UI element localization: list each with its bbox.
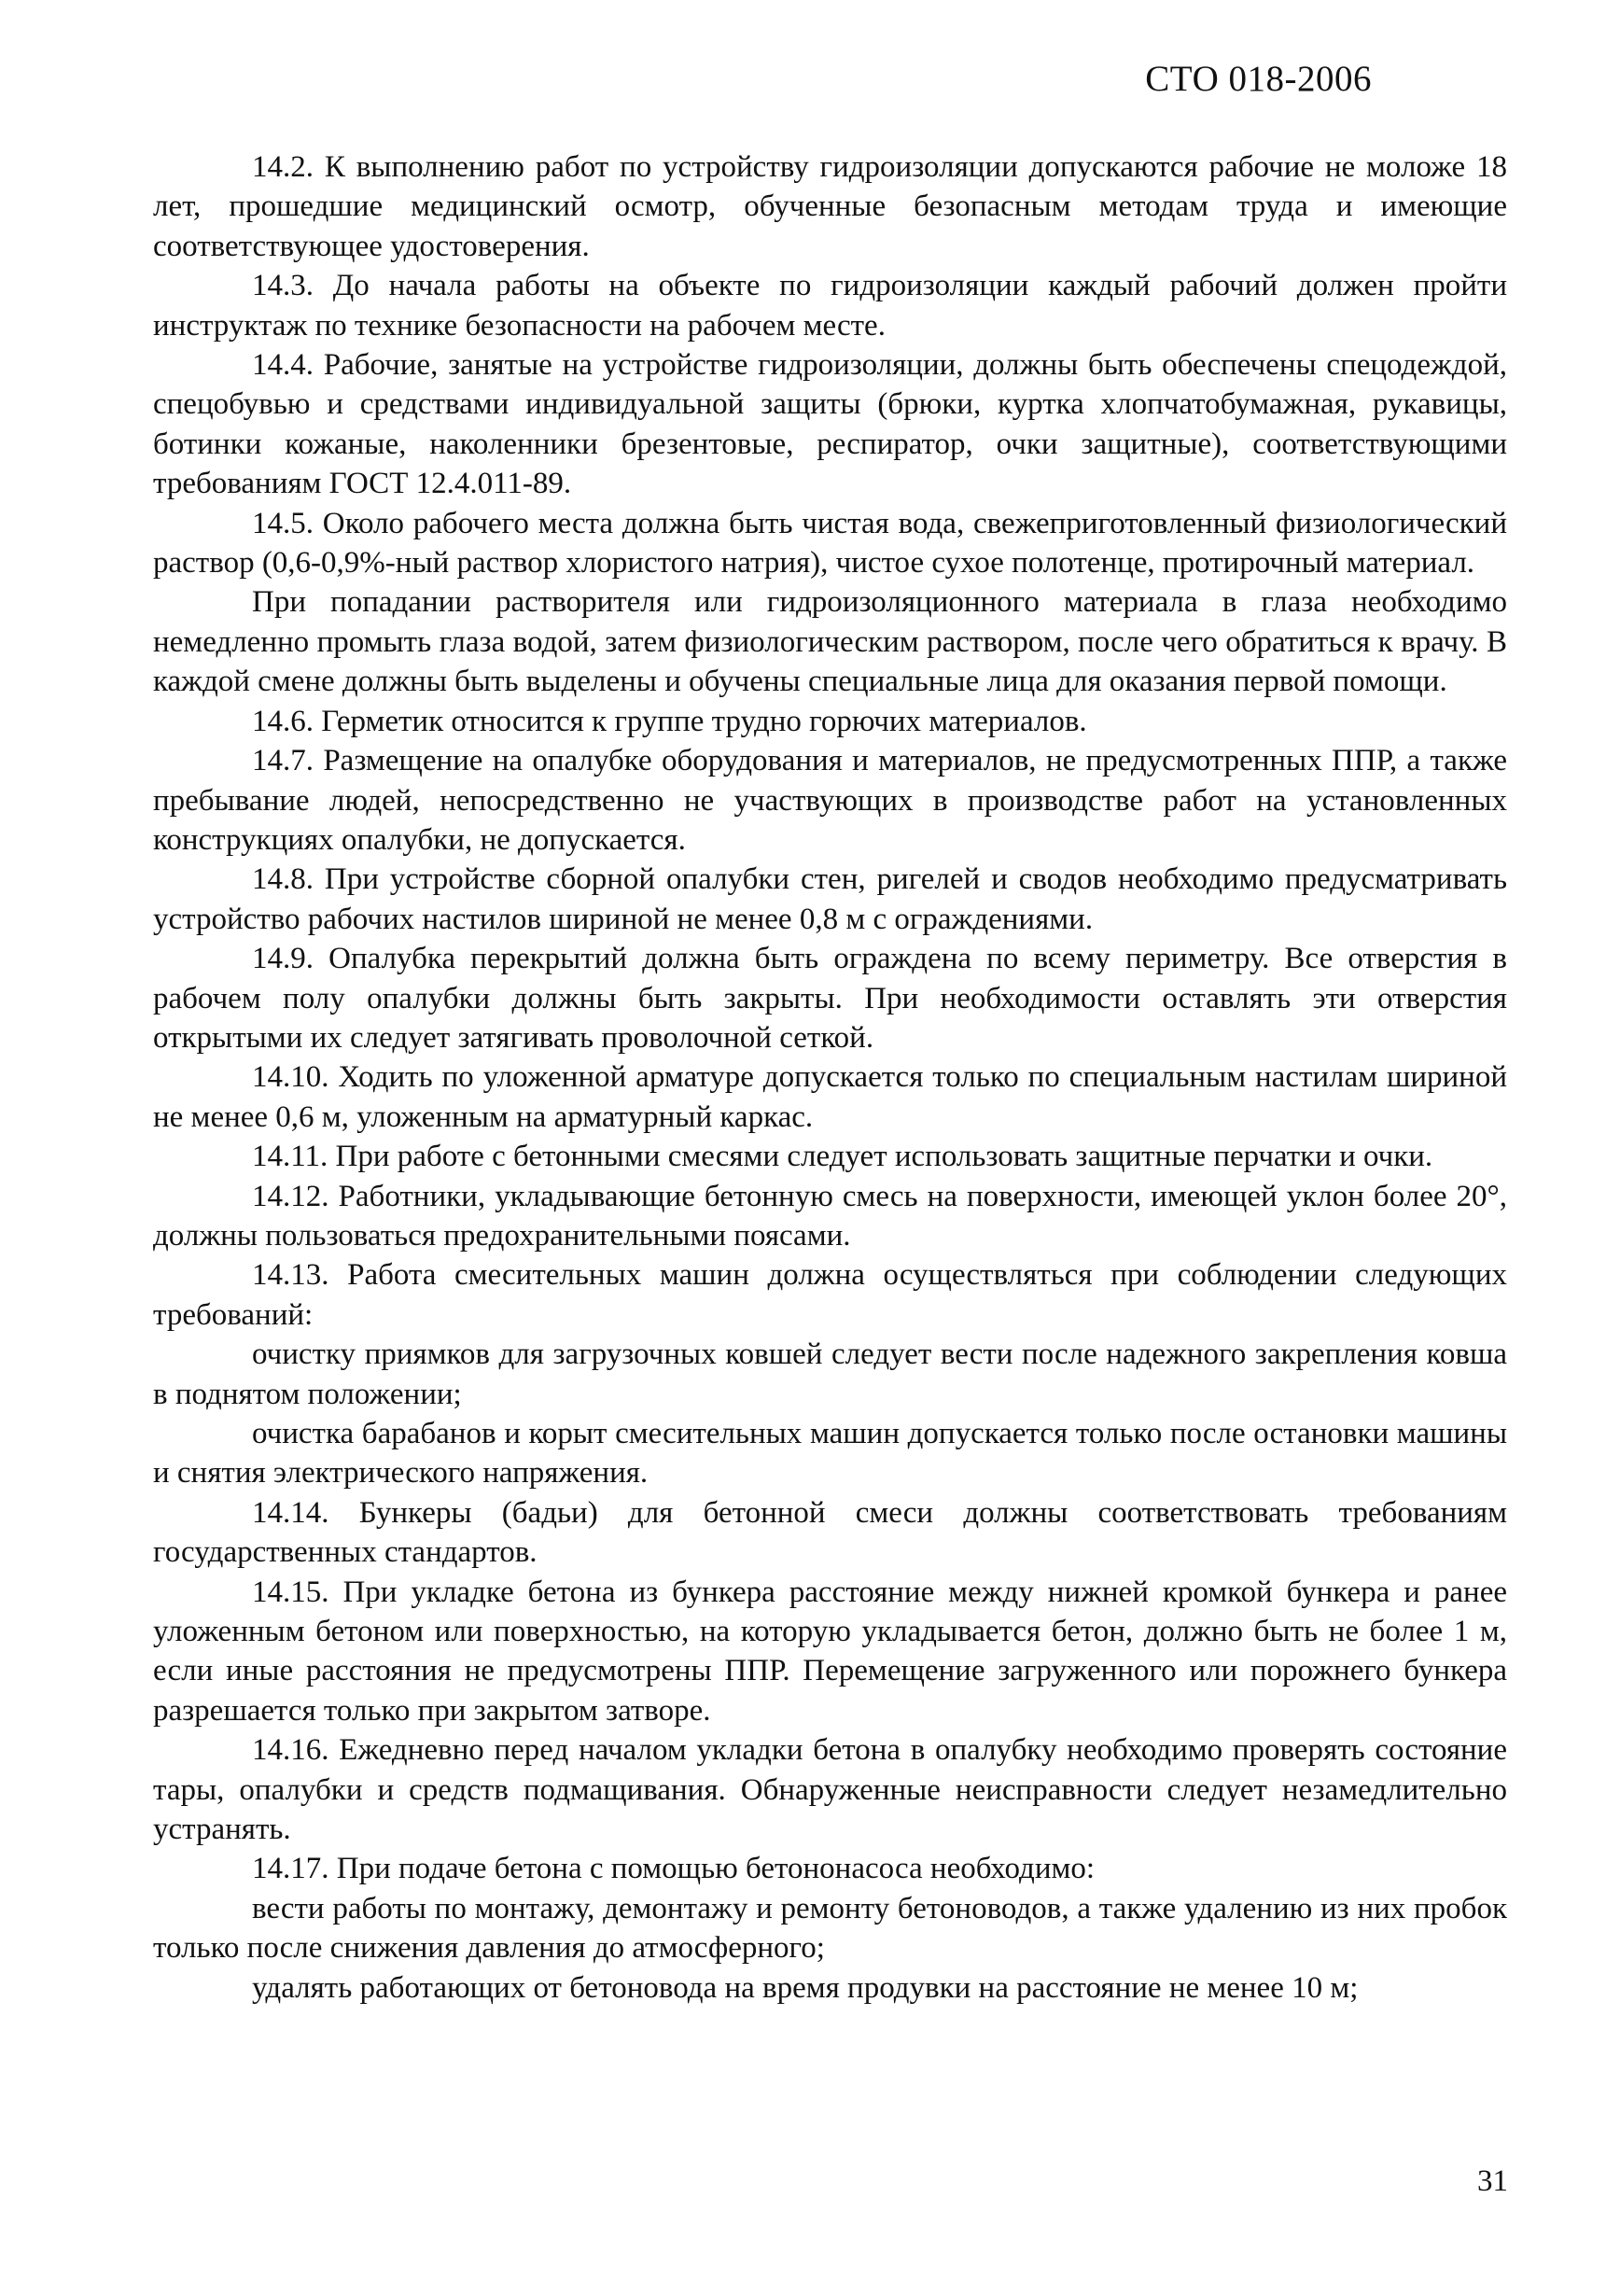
paragraph-14-3: 14.3. До начала работы на объекте по гидроизоляции каждый рабочий должен пройти инструктаж по технике безопасности на рабочем месте. — [153, 269, 1507, 343]
paragraph-14-15: 14.15. При укладке бетона из бункера расстояние между нижней кромкой бункера и ранее уложенным бетоном или поверхностью, на которую укладывается бетон, должно быть не более 1 м, если иные расстояния не предусмотрены ППР. Перемещение загруженного или порожнего бункера разрешается только при закрытом затворе. — [153, 1575, 1507, 1728]
paragraph-14-11: 14.11. При работе с бетонными смесями следует использовать защитные перчатки и очки. — [252, 1140, 1433, 1174]
paragraph-14-7: 14.7. Размещение на опалубке оборудования и материалов, не предусмотренных ППР, а также пребывание людей, непосредственно не участвующих в производстве работ на установленных конструкциях опалубки, не допускается. — [153, 744, 1507, 857]
paragraph-14-16: 14.16. Ежедневно перед началом укладки бетона в опалубку необходимо проверять состояние тары, опалубки и средств подмащивания. Обнаруженные неисправности следует незамедлительно устранять. — [153, 1733, 1507, 1847]
paragraph-14-13-item-2: очистка барабанов и корыт смесительных машин допускается только после остановки машины и снятия электрического напряжения. — [153, 1417, 1507, 1491]
paragraph-14-8: 14.8. При устройстве сборной опалубки стен, ригелей и сводов необходимо предусматривать устройство рабочих настилов шириной не менее 0,8 м с ограждениями. — [153, 862, 1507, 936]
page-number: 31 — [1477, 2164, 1508, 2198]
paragraph-14-5: 14.5. Около рабочего места должна быть чистая вода, свежеприготовленный физиологический раствор (0,6-0,9%-ный раствор хлористого натрия), чистое сухое полотенце, протирочный материал. — [153, 506, 1507, 581]
paragraph-14-13-item-1: очистку приямков для загрузочных ковшей следует вести после надежного закрепления ковша в поднятом положении; — [153, 1337, 1507, 1411]
paragraph-14-12: 14.12. Работники, укладывающие бетонную смесь на поверхности, имеющей уклон более 20°, должны пользоваться предохранительными поясами. — [153, 1179, 1507, 1253]
paragraph-14-13: 14.13. Работа смесительных машин должна осуществляться при соблюдении следующих требований: — [153, 1258, 1507, 1332]
paragraph-14-17-item-1: вести работы по монтажу, демонтажу и ремонту бетоноводов, а также удалению из них пробок только после снижения давления до атмосферного; — [153, 1891, 1507, 1966]
paragraph-14-9: 14.9. Опалубка перекрытий должна быть ограждена по всему периметру. Все отверстия в рабочем полу опалубки должны быть закрыты. При необходимости оставлять эти отверстия открытыми их следует затягивать проволочной сеткой. — [153, 942, 1507, 1055]
paragraph-14-14: 14.14. Бункеры (бадьи) для бетонной смеси должны соответствовать требованиям государственных стандартов. — [153, 1495, 1507, 1570]
document-code: СТО 018-2006 — [1145, 59, 1372, 99]
document-body — [153, 147, 1507, 2008]
paragraph-14-6: 14.6. Герметик относится к группе трудно горючих материалов. — [252, 704, 1087, 738]
paragraph-14-4: 14.4. Рабочие, занятые на устройстве гидроизоляции, должны быть обеспечены спецодеждой, спецобувью и средствами индивидуальной защиты (брюки, куртка хлопчатобумажная, рукавицы, ботинки кожаные, наколенники брезентовые, респиратор, очки защитные), соответствующими требованиям ГОСТ 12.4.011-89. — [153, 348, 1507, 501]
paragraph-14-17: 14.17. При подаче бетона с помощью бетононасоса необходимо: — [252, 1852, 1096, 1886]
paragraph-14-2: 14.2. К выполнению работ по устройству гидроизоляции допускаются рабочие не моложе 18 лет, прошедшие медицинский осмотр, обученные безопасным методам труда и имеющие соответствующее удостоверения. — [153, 150, 1507, 263]
paragraph-14-5-eyes: При попадании растворителя или гидроизоляционного материала в глаза необходимо немедленно промыть глаза водой, затем физиологическим раствором, после чего обратиться к врачу. В каждой смене должны быть выделены и обучены специальные лица для оказания первой помощи. — [153, 585, 1507, 699]
paragraph-14-17-item-2: удалять работающих от бетоновода на время продувки на расстояние не менее 10 м; — [252, 1970, 1359, 2005]
paragraph-14-10: 14.10. Ходить по уложенной арматуре допускается только по специальным настилам шириной не менее 0,6 м, уложенным на арматурный каркас. — [153, 1060, 1507, 1134]
